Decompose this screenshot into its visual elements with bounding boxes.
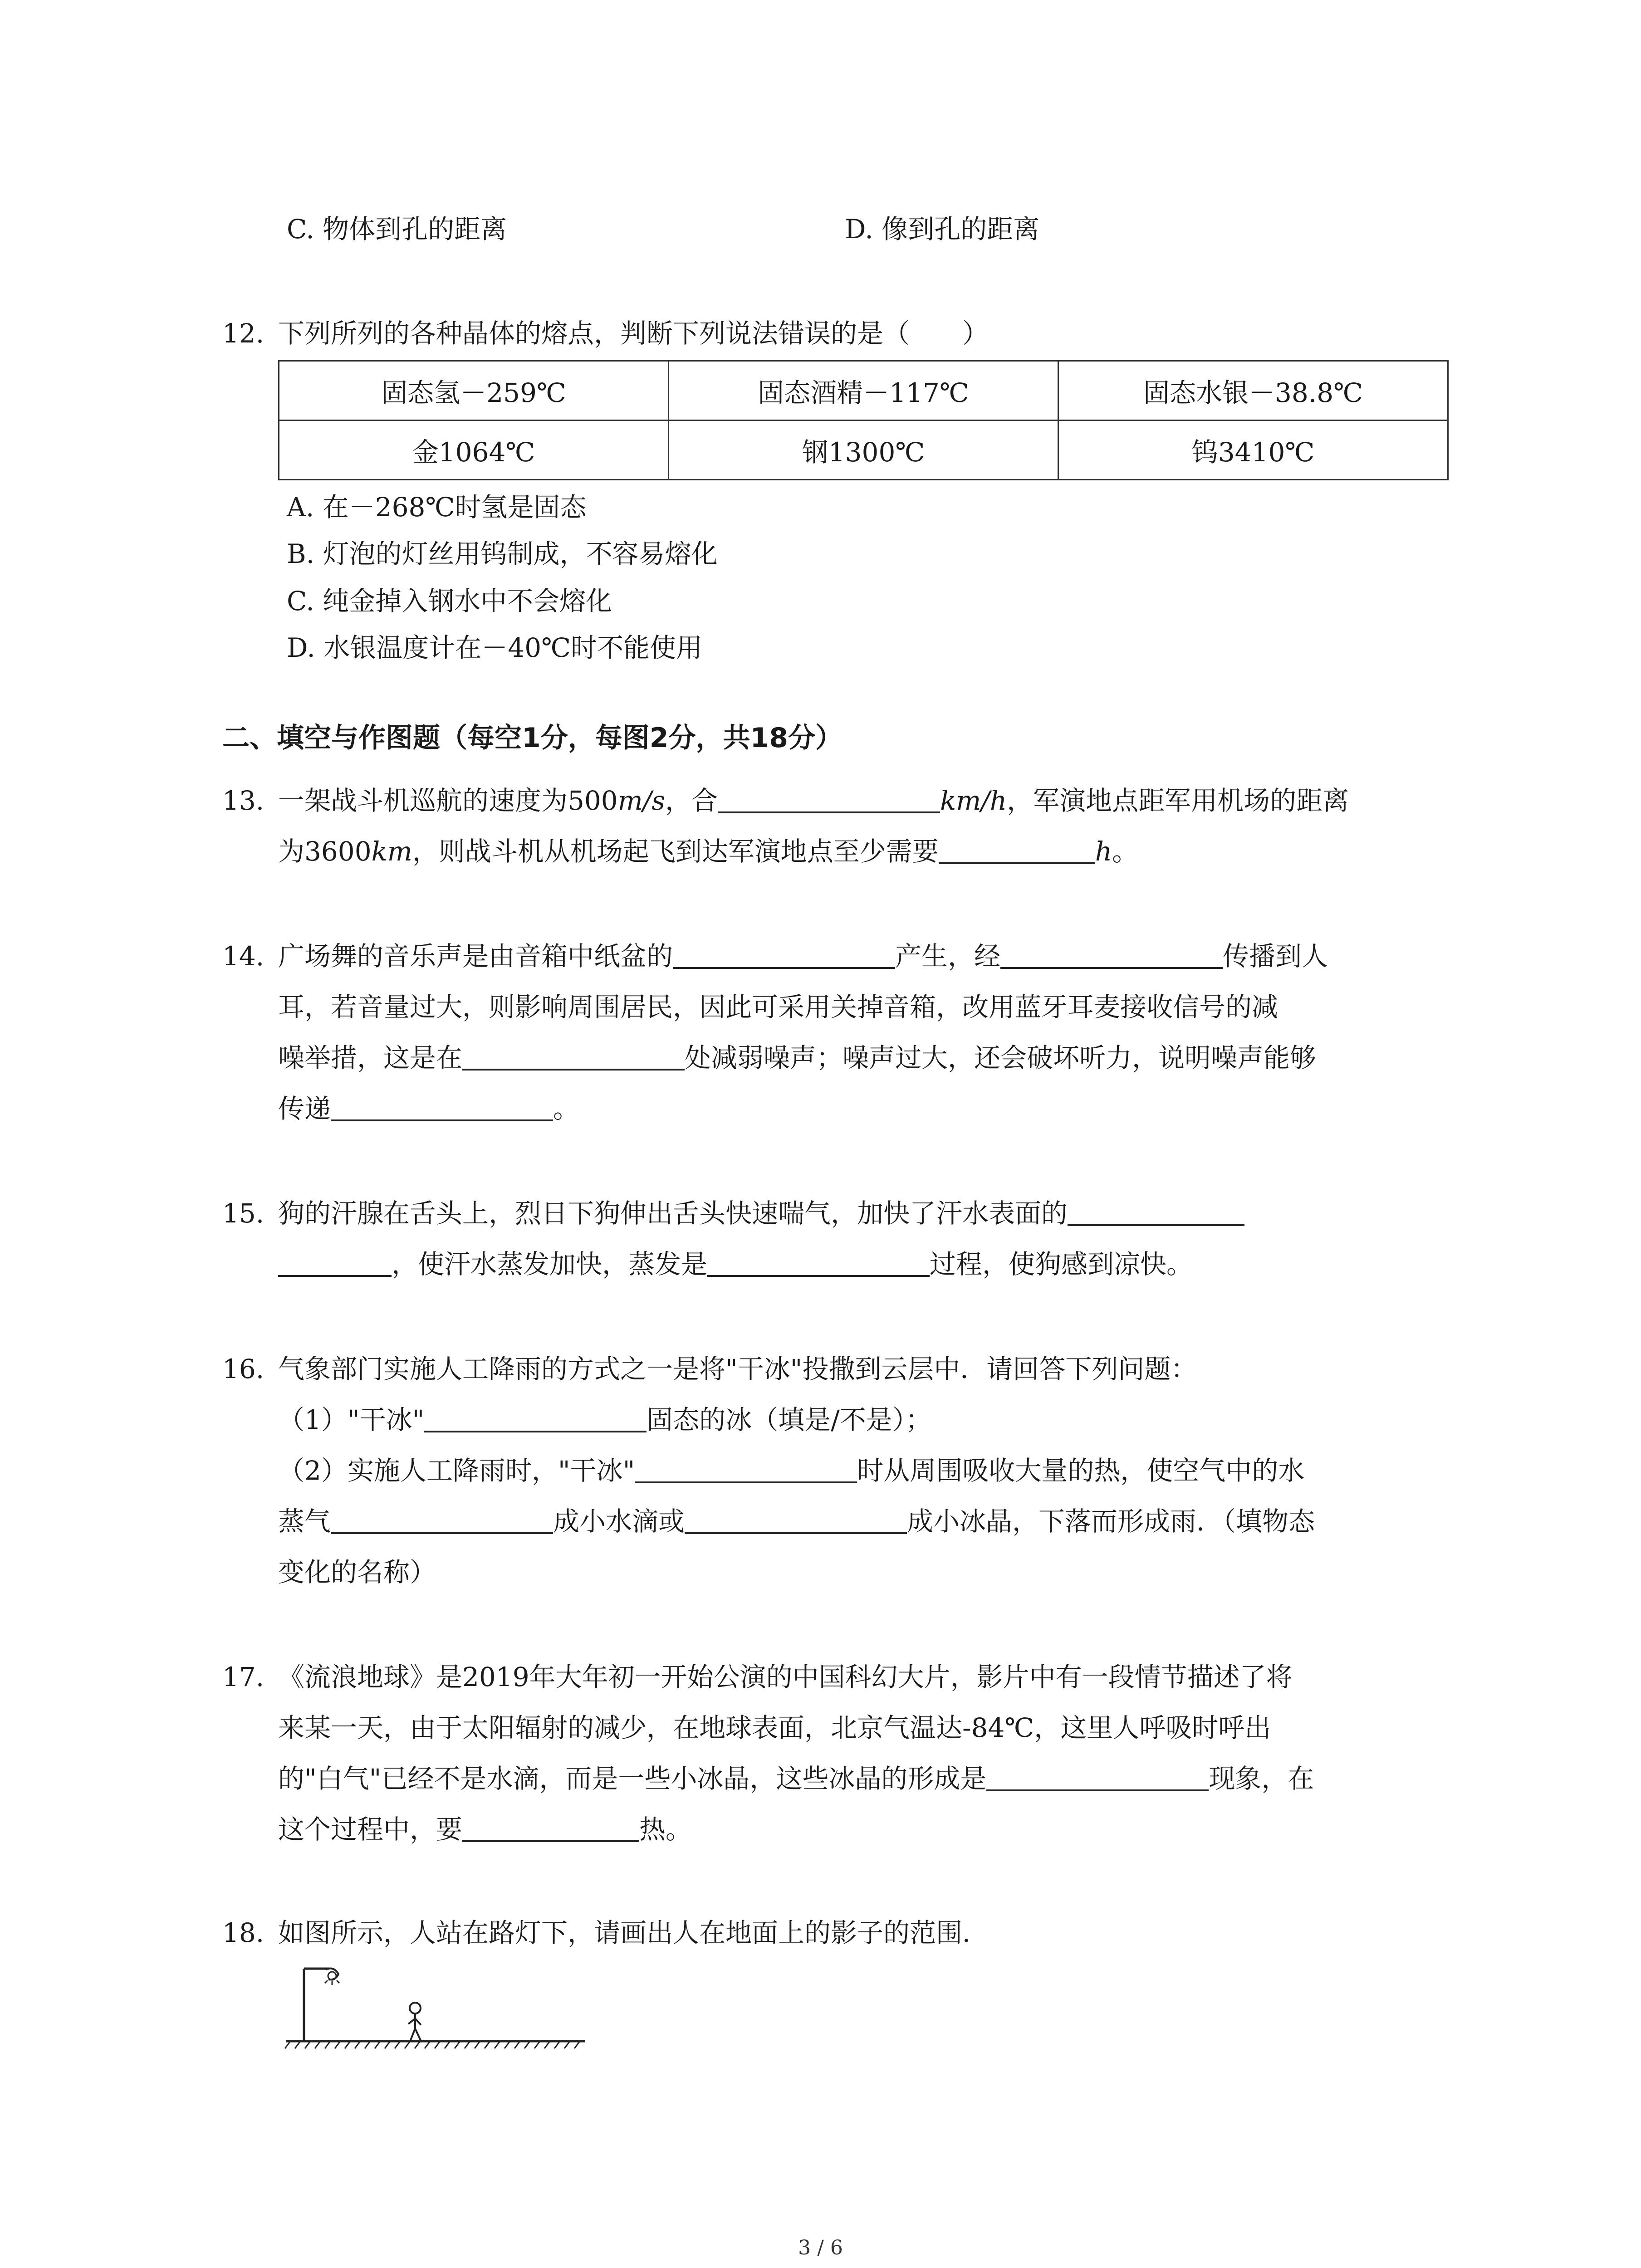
table-cell: 固态水银－38.8℃	[1058, 361, 1448, 420]
q11-option-d: D. 像到孔的距离	[845, 214, 1040, 244]
table-cell: 固态酒精－117℃	[669, 361, 1058, 420]
q18-number: 18.	[222, 1917, 265, 1948]
answer-blank[interactable]	[986, 1764, 1209, 1791]
q15-line-1	[278, 1198, 1244, 1229]
q17-text: 的"白气"已经不是水滴，而是一些小冰晶，这些冰晶的形成是	[278, 1763, 987, 1794]
q15-text: 狗的汗腺在舌头上，烈日下狗伸出舌头快速喘气，加快了汗水表面的	[278, 1198, 1068, 1229]
melting-point-table	[278, 360, 1449, 480]
page-number: 3 / 6	[798, 2236, 843, 2259]
ground-line	[285, 2041, 585, 2048]
answer-blank[interactable]	[635, 1456, 857, 1483]
answer-blank[interactable]	[331, 1094, 553, 1121]
q17-line-2: 来某一天，由于太阳辐射的减少，在地球表面，北京气温达-84℃，这里人呼吸时呼出	[278, 1712, 1271, 1743]
q16-text: 固态的冰（填是/不是）；	[647, 1404, 932, 1435]
q17-line-1: 《流浪地球》是2019年大年初一开始公演的中国科幻大片，影片中有一段情节描述了将	[278, 1662, 1293, 1692]
table-row	[279, 361, 1448, 420]
q12-option-b: B. 灯泡的灯丝用钨制成，不容易熔化	[287, 538, 718, 569]
q13-line-1	[278, 785, 1349, 816]
q16-text: （2）实施人工降雨时，"干冰"	[278, 1455, 635, 1486]
q16-text: 成小水滴或	[553, 1506, 685, 1537]
q16-line-1: 气象部门实施人工降雨的方式之一是将"干冰"投撒到云层中．请回答下列问题：	[278, 1354, 1197, 1384]
q12-number: 12.	[222, 318, 265, 349]
q12-option-d: D. 水银温度计在－40℃时不能使用	[287, 632, 702, 663]
q12-option-c: C. 纯金掉入钢水中不会熔化	[287, 586, 612, 616]
q13-text: 。	[1112, 836, 1139, 867]
q17-text: 现象，在	[1209, 1763, 1314, 1794]
q16-text: 时从周围吸收大量的热，使空气中的水	[857, 1455, 1305, 1486]
answer-blank[interactable]	[462, 1815, 639, 1842]
q17-text: 这个过程中，要	[278, 1814, 463, 1845]
q16-line-4	[278, 1505, 1315, 1537]
unit-text: m/s	[617, 785, 666, 816]
answer-blank[interactable]	[673, 942, 895, 969]
q18-stem: 如图所示，人站在路灯下，请画出人在地面上的影子的范围．	[278, 1917, 989, 1948]
q13-text: 为3600	[278, 836, 372, 867]
q17-line-3	[278, 1763, 1314, 1794]
q14-text: 产生，经	[895, 941, 1001, 972]
answer-blank[interactable]	[462, 1043, 685, 1070]
q17-number: 17.	[222, 1662, 265, 1692]
q12-option-a: A. 在－268℃时氢是固态	[287, 492, 587, 523]
answer-blank[interactable]	[707, 1250, 930, 1277]
answer-blank[interactable]	[1068, 1199, 1244, 1226]
q14-line-3	[278, 1042, 1316, 1074]
q14-text: 。	[553, 1093, 580, 1124]
q16-text: （1）"干冰"	[278, 1404, 425, 1435]
q14-text: 广场舞的音乐声是由音箱中纸盆的	[278, 941, 673, 972]
q16-line-5: 变化的名称）	[278, 1557, 436, 1588]
q14-text: 处减弱噪声；噪声过大，还会破坏听力，说明噪声能够	[685, 1042, 1317, 1073]
q14-text: 噪举措，这是在	[278, 1042, 463, 1073]
unit-text: km/h	[940, 785, 1007, 816]
q13-text: 一架战斗机巡航的速度为500	[278, 785, 618, 816]
answer-blank[interactable]	[1000, 942, 1223, 969]
q17-line-4	[278, 1813, 692, 1845]
answer-blank[interactable]	[939, 837, 1095, 864]
q12-stem: 下列所列的各种晶体的熔点，判断下列说法错误的是（ ）	[278, 318, 989, 349]
q14-number: 14.	[222, 941, 265, 972]
q16-line-3	[278, 1455, 1304, 1486]
answer-blank[interactable]	[718, 786, 940, 813]
lamp-post	[304, 1969, 329, 2041]
unit-text: h	[1095, 836, 1112, 867]
q15-text: ，使汗水蒸发加快，蒸发是	[392, 1249, 708, 1280]
answer-blank[interactable]	[685, 1507, 907, 1534]
q15-text: 过程，使狗感到凉快。	[930, 1249, 1193, 1280]
unit-text: km	[371, 836, 412, 867]
section-title: 二、填空与作图题（每空1分，每图2分，共18分）	[222, 722, 843, 754]
answer-blank[interactable]	[278, 1250, 392, 1277]
q14-text: 传播到人	[1223, 941, 1328, 972]
streetlight-figure	[277, 1950, 594, 2059]
q16-text: 蒸气	[278, 1506, 331, 1537]
q14-text: 传递	[278, 1093, 331, 1124]
q16-number: 16.	[222, 1354, 265, 1384]
answer-blank[interactable]	[331, 1507, 553, 1534]
table-cell: 金1064℃	[279, 420, 669, 480]
q14-line-4	[278, 1093, 579, 1124]
q11-option-c: C. 物体到孔的距离	[287, 214, 507, 244]
q13-number: 13.	[222, 785, 265, 816]
q15-line-2	[278, 1248, 1193, 1280]
q13-text: ，军演地点距军用机场的距离	[1007, 785, 1349, 816]
table-cell: 钨3410℃	[1058, 420, 1448, 480]
q13-text: ，合	[665, 785, 718, 816]
answer-blank[interactable]	[424, 1405, 647, 1432]
table-cell: 固态氢－259℃	[279, 361, 669, 420]
q13-line-2	[278, 836, 1138, 867]
q14-line-1	[278, 940, 1328, 972]
q15-number: 15.	[222, 1198, 265, 1229]
lamp-icon	[325, 1969, 339, 1985]
q14-line-2: 耳，若音量过大，则影响周围居民，因此可采用关掉音箱，改用蓝牙耳麦接收信号的减	[278, 992, 1279, 1022]
q16-text: 成小冰晶，下落而形成雨．（填物态	[907, 1506, 1315, 1537]
q16-line-2	[278, 1404, 932, 1436]
table-cell: 钢1300℃	[669, 420, 1058, 480]
q17-text: 热。	[639, 1814, 692, 1845]
q13-text: ，则战斗机从机场起飞到达军演地点至少需要	[412, 836, 939, 867]
person-icon	[408, 2003, 421, 2041]
table-row	[279, 420, 1448, 480]
